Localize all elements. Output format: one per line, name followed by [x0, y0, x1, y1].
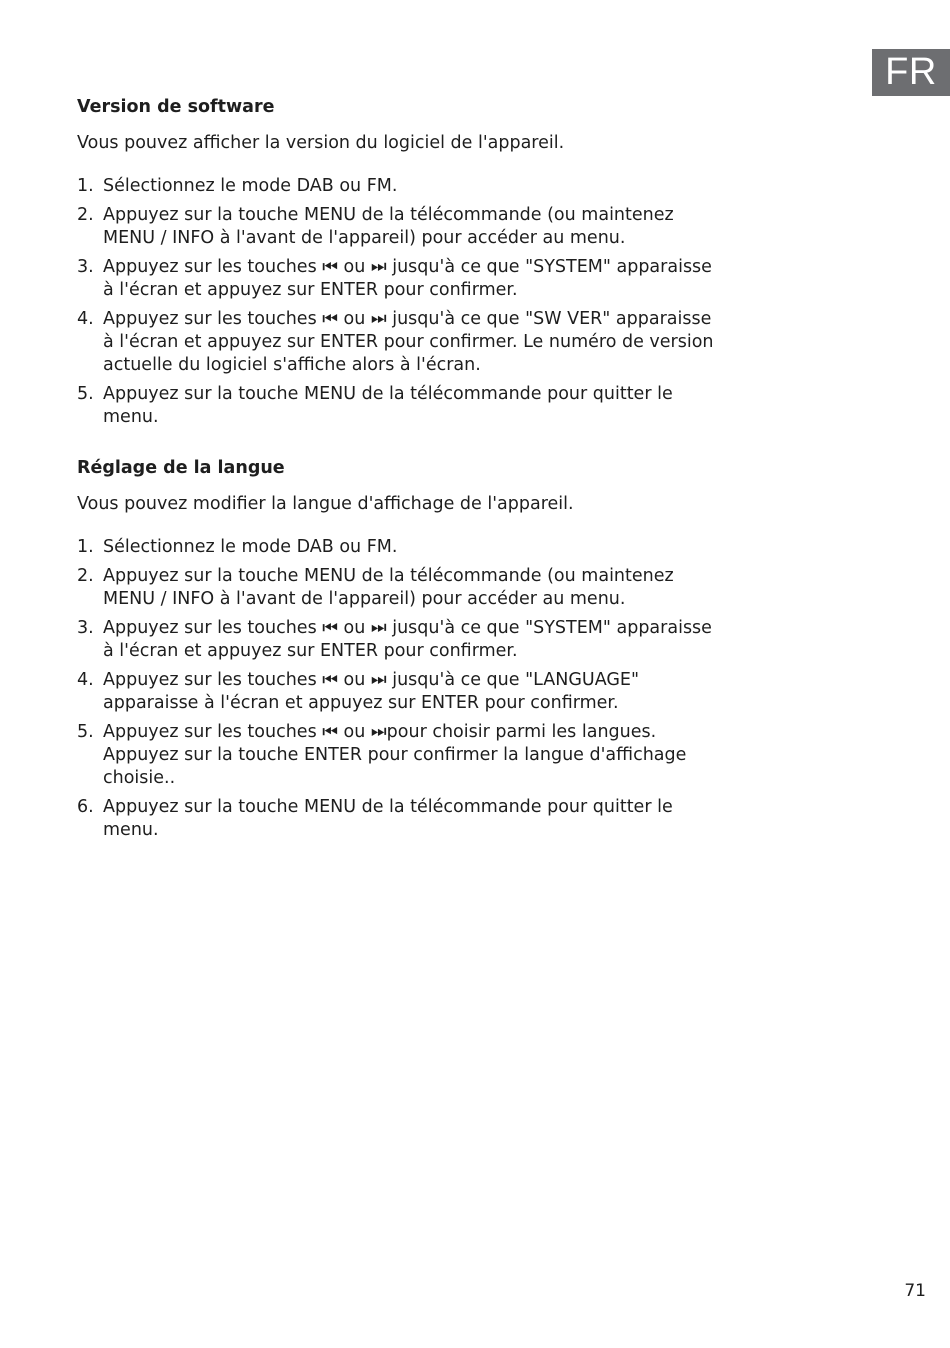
- language-tab: FR: [872, 49, 950, 96]
- section-intro: Vous pouvez afficher la version du logiciel de l'appareil.: [77, 133, 565, 153]
- step-list: [77, 536, 717, 842]
- step-item: [77, 383, 717, 429]
- step-item: [77, 536, 717, 559]
- step-text: Sélectionnez le mode DAB ou FM.: [103, 537, 398, 557]
- step-number: 6.: [77, 797, 94, 817]
- step-item: [77, 175, 717, 198]
- step-number: 2.: [77, 566, 94, 586]
- step-text: Appuyez sur la touche MENU de la télécommande (ou maintenez MENU / INFO à l'avant de l'appareil) pour accéder au menu.: [103, 566, 674, 609]
- section-title: Version de software: [77, 97, 275, 117]
- step-item: [77, 796, 717, 842]
- step-item: [77, 565, 717, 611]
- step-number: 5.: [77, 722, 94, 742]
- step-text: Appuyez sur la touche MENU de la télécommande pour quitter le menu.: [103, 384, 673, 427]
- step-number: 2.: [77, 205, 94, 225]
- page-content: [77, 95, 717, 848]
- step-text: Appuyez sur les touches ⏮ ou ⏭ jusqu'à ce que "LANGUAGE" apparaisse à l'écran et appuyez sur ENTER pour confirmer.: [103, 670, 640, 713]
- step-item: [77, 204, 717, 250]
- step-number: 5.: [77, 384, 94, 404]
- step-number: 3.: [77, 257, 94, 277]
- step-number: 4.: [77, 309, 94, 329]
- step-item: [77, 617, 717, 663]
- step-item: [77, 256, 717, 302]
- section-software-version: [77, 95, 717, 429]
- step-text: Appuyez sur les touches ⏮ ou ⏭pour choisir parmi les langues. Appuyez sur la touche ENTER pour confirmer la langue d'affichage choisie..: [103, 722, 687, 788]
- step-text: Appuyez sur la touche MENU de la télécommande (ou maintenez MENU / INFO à l'avant de l'appareil) pour accéder au menu.: [103, 205, 674, 248]
- step-text: Sélectionnez le mode DAB ou FM.: [103, 176, 398, 196]
- step-text: Appuyez sur les touches ⏮ ou ⏭ jusqu'à ce que "SYSTEM" apparaisse à l'écran et appuyez sur ENTER pour confirmer.: [103, 618, 712, 661]
- step-number: 1.: [77, 537, 94, 557]
- step-number: 1.: [77, 176, 94, 196]
- step-number: 3.: [77, 618, 94, 638]
- step-item: [77, 308, 717, 377]
- page-number: 71: [904, 1281, 926, 1301]
- step-item: [77, 669, 717, 715]
- step-item: [77, 721, 717, 790]
- section-language-setting: [77, 456, 717, 842]
- step-text: Appuyez sur les touches ⏮ ou ⏭ jusqu'à ce que "SYSTEM" apparaisse à l'écran et appuyez sur ENTER pour confirmer.: [103, 257, 712, 300]
- step-number: 4.: [77, 670, 94, 690]
- step-list: [77, 175, 717, 429]
- step-text: Appuyez sur la touche MENU de la télécommande pour quitter le menu.: [103, 797, 673, 840]
- section-title: Réglage de la langue: [77, 458, 285, 478]
- step-text: Appuyez sur les touches ⏮ ou ⏭ jusqu'à ce que "SW VER" apparaisse à l'écran et appuyez sur ENTER pour confirmer. Le numéro de version actuelle du logiciel s'affiche alors à l'écran.: [103, 309, 714, 375]
- section-intro: Vous pouvez modifier la langue d'affichage de l'appareil.: [77, 494, 574, 514]
